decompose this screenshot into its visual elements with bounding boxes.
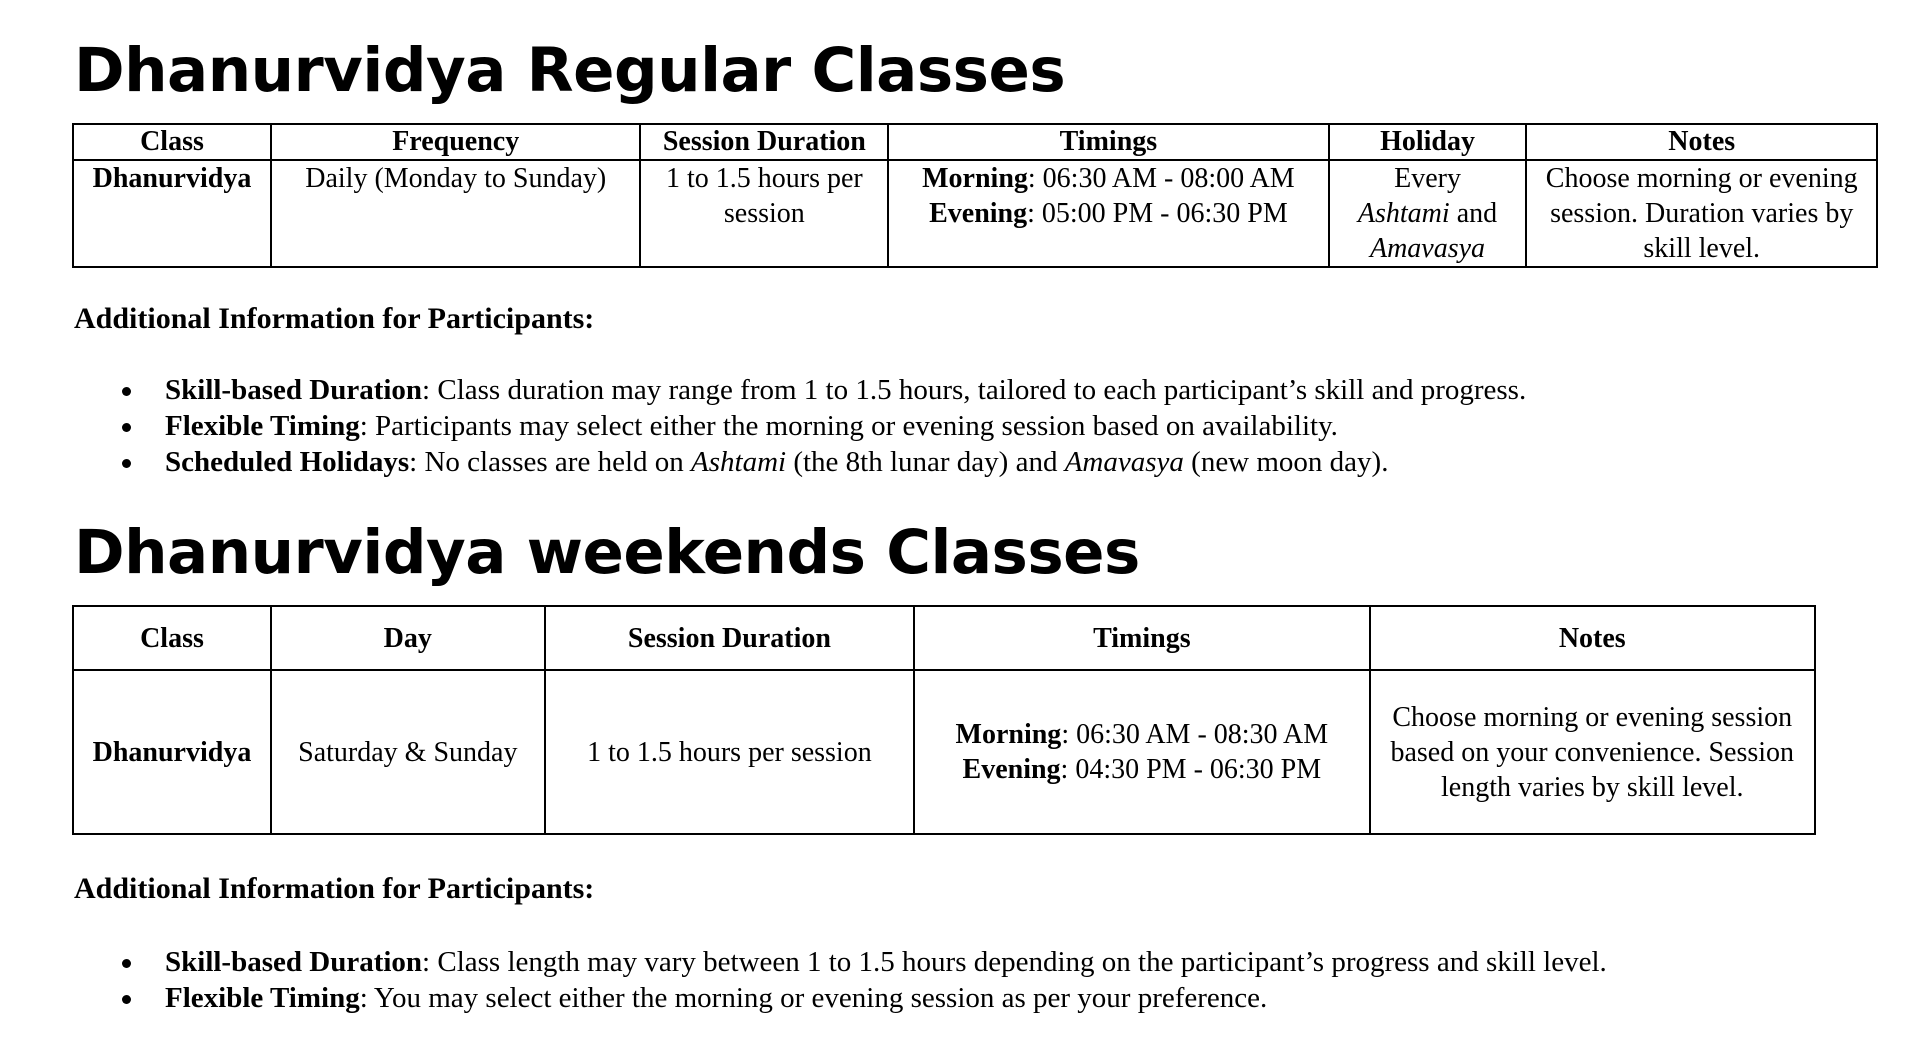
header-frequency: Frequency: [271, 124, 641, 160]
cell-frequency: Daily (Monday to Sunday): [271, 160, 641, 267]
regular-classes-table: [72, 123, 1878, 268]
list-item: Skill-based Duration: Class duration may range from 1 to 1.5 hours, tailored to each participant’s skill and progress.: [74, 372, 1526, 408]
header-notes: Notes: [1370, 606, 1815, 670]
additional-info-list: [74, 944, 1607, 1016]
header-class: Class: [73, 606, 271, 670]
list-item: Flexible Timing: Participants may select either the morning or evening session based on availability.: [74, 408, 1526, 444]
list-item: Skill-based Duration: Class length may vary between 1 to 1.5 hours depending on the participant’s progress and skill level.: [74, 944, 1607, 980]
additional-info-heading: Additional Information for Participants:: [74, 872, 595, 905]
table-header-row: [73, 606, 1815, 670]
cell-notes: Choose morning or evening session. Duration varies by skill level.: [1526, 160, 1877, 267]
cell-timings: [888, 160, 1328, 267]
cell-session-duration: 1 to 1.5 hours per session: [545, 670, 915, 834]
list-item: Scheduled Holidays: No classes are held on Ashtami (the 8th lunar day) and Amavasya (new moon day).: [74, 444, 1526, 480]
header-timings: Timings: [914, 606, 1369, 670]
cell-timings: [914, 670, 1369, 834]
morning-timing: Morning: 06:30 AM - 08:00 AM: [922, 163, 1295, 194]
evening-timing: Evening: 05:00 PM - 06:30 PM: [929, 198, 1288, 229]
cell-holiday: Every Ashtami and Amavasya: [1329, 160, 1527, 267]
header-day: Day: [271, 606, 545, 670]
cell-class: Dhanurvidya: [73, 160, 271, 267]
additional-info-list: [74, 372, 1526, 480]
table-header-row: [73, 124, 1877, 160]
header-session-duration: Session Duration: [545, 606, 915, 670]
list-item: Flexible Timing: You may select either the morning or evening session as per your preference.: [74, 980, 1607, 1016]
table-row: [73, 670, 1815, 834]
additional-info-heading: Additional Information for Participants:: [74, 302, 595, 335]
regular-classes-title: Dhanurvidya Regular Classes: [74, 35, 1066, 106]
cell-session-duration: 1 to 1.5 hours per session: [640, 160, 888, 267]
header-notes: Notes: [1526, 124, 1877, 160]
weekend-classes-table: [72, 605, 1816, 835]
header-class: Class: [73, 124, 271, 160]
header-session-duration: Session Duration: [640, 124, 888, 160]
morning-timing: Morning: 06:30 AM - 08:30 AM: [955, 719, 1329, 750]
cell-class: Dhanurvidya: [73, 670, 271, 834]
header-timings: Timings: [888, 124, 1328, 160]
weekend-classes-title: Dhanurvidya weekends Classes: [74, 517, 1140, 588]
header-holiday: Holiday: [1329, 124, 1527, 160]
cell-day: Saturday & Sunday: [271, 670, 545, 834]
evening-timing: Evening: 04:30 PM - 06:30 PM: [962, 754, 1322, 785]
cell-notes: Choose morning or evening session based on your convenience. Session length varies by skill level.: [1370, 670, 1815, 834]
table-row: [73, 160, 1877, 267]
